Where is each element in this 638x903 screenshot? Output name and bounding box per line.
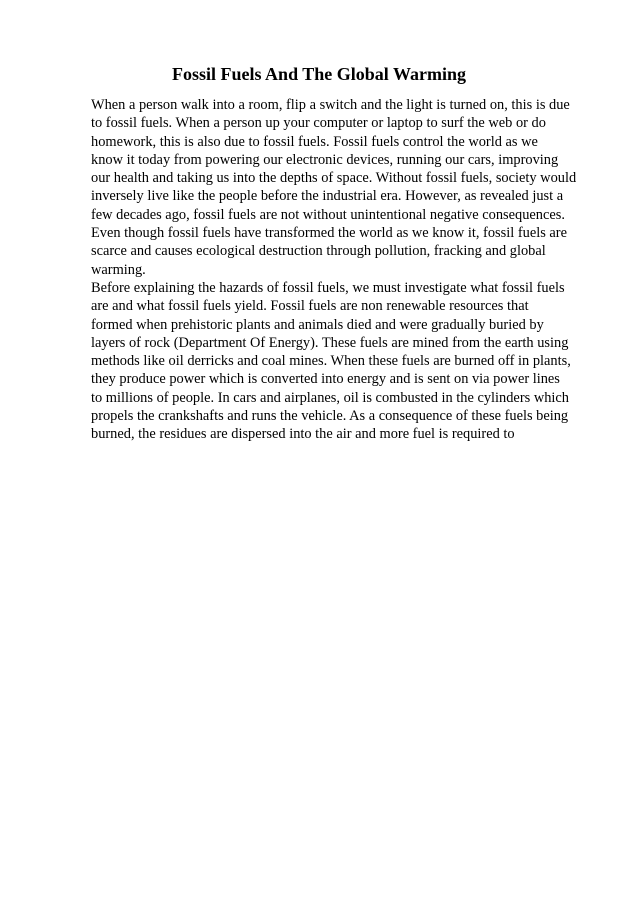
body-line: they produce power which is converted into energy and is sent on via power lines [91,371,560,388]
body-line: formed when prehistoric plants and animals died and were gradually buried by [91,316,544,333]
body-line: are and what fossil fuels yield. Fossil fuels are non renewable resources that [91,298,529,315]
body-line: Before explaining the hazards of fossil fuels, we must investigate what fossil fuels [91,279,565,296]
body-line: to fossil fuels. When a person up your computer or laptop to surf the web or do [91,115,546,132]
body-line: know it today from powering our electronic devices, running our cars, improving [91,151,559,168]
body-line: homework, this is also due to fossil fuels. Fossil fuels control the world as we [91,133,538,150]
body-line: warming. [91,261,146,278]
body-line: inversely live like the people before the industrial era. However, as revealed just a [91,188,564,205]
body-line: our health and taking us into the depths of space. Without fossil fuels, society would [91,170,577,187]
body-line: Even though fossil fuels have transformed the world as we know it, fossil fuels are [91,225,567,242]
document-body [91,96,611,444]
body-line: propels the crankshafts and runs the vehicle. As a consequence of these fuels being [91,408,569,425]
document-title: Fossil Fuels And The Global Warming [172,64,466,84]
body-line: few decades ago, fossil fuels are not without unintentional negative consequences. [91,206,565,223]
body-line: to millions of people. In cars and airplanes, oil is combusted in the cylinders which [91,389,569,406]
body-line: burned, the residues are dispersed into the air and more fuel is required to [91,426,515,443]
body-line: methods like oil derricks and coal mines. When these fuels are burned off in plants, [91,353,571,370]
body-line: When a person walk into a room, flip a switch and the light is turned on, this is due [91,97,570,113]
body-line: scarce and causes ecological destruction through pollution, fracking and global [91,243,546,260]
body-line: layers of rock (Department Of Energy). These fuels are mined from the earth using [91,334,569,351]
